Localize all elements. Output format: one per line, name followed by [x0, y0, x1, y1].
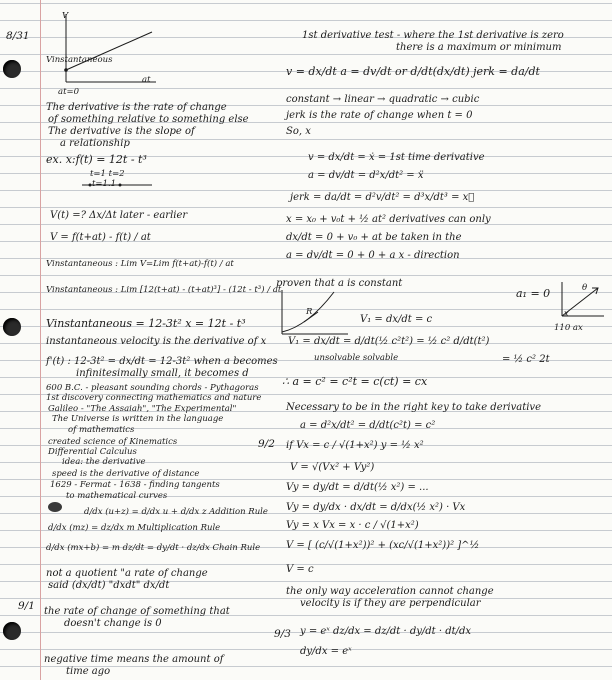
note-line: V = f(t+at) - f(t) / at — [50, 232, 151, 243]
note-line: of mathematics — [68, 425, 135, 435]
note-line: Vinstantaneous = 12-3t² x = 12t - t³ — [46, 317, 246, 330]
note-line: V = c — [286, 564, 314, 575]
note-line: the only way acceleration cannot change — [286, 586, 494, 597]
note-line: a = dv/dt = 0 + 0 + a x - direction — [286, 250, 460, 261]
note-line: t=1 t=2 — [90, 169, 125, 179]
note-line: 600 B.C. - pleasant sounding chords - Pythagoras — [46, 383, 259, 393]
note-line: a = dv/dt = d²x/dt² = ẍ — [308, 170, 424, 181]
number-line — [80, 180, 160, 190]
note-line: Vinstantaneous : Lim [12(t+at) - (t+at)³] - (12t - t³) / at — [46, 285, 282, 295]
note-line: a = d²x/dt² = d/dt(c²t) = c² — [300, 420, 436, 431]
note-line: jerk = da/dt = d²v/dt² = d³x/dt³ = x⃛ — [290, 192, 475, 203]
note-line: t=1.1 — [92, 179, 117, 189]
binder-hole-top — [3, 60, 21, 78]
note-line: negative time means the amount of — [44, 654, 224, 665]
note-line: The derivative is the rate of change — [46, 102, 227, 113]
note-line: Galileo - "The Assaiah", "The Experimental" — [48, 404, 237, 414]
binder-hole-bottom — [3, 622, 21, 640]
note-line: V = [ (c/√(1+x²))² + (xc/√(1+x²))² ]^½ — [286, 540, 480, 551]
binder-hole-middle — [3, 318, 21, 336]
note-line: a relationship — [60, 138, 130, 149]
fig-label-theta: θ — [582, 283, 588, 293]
note-line: Vy = dy/dt = d/dt(½ x²) = ... — [286, 482, 429, 493]
note-line: said (dx/dt) "dxdt" dx/dt — [48, 580, 170, 591]
note-line: of something relative to something else — [48, 114, 249, 125]
note-line: dx/dt = 0 + v₀ + at be taken in the — [286, 232, 462, 243]
note-line: infinitesimally small, it becomes d — [76, 368, 249, 379]
date-9-2: 9/2 — [258, 438, 275, 450]
note-line: v = dx/dt = ẋ = 1st time derivative — [308, 152, 485, 163]
note-line: V₁ = dx/dt = d/dt(½ c²t²) = ½ c² d/dt(t²) — [288, 336, 490, 347]
note-line: proven that a is constant — [276, 278, 403, 289]
date-8-31: 8/31 — [6, 30, 30, 42]
fig-label-x: x — [564, 309, 569, 319]
fig-label-a0: a₁ = 0 — [516, 287, 551, 300]
note-line: Necessary to be in the right key to take derivative — [286, 402, 541, 413]
note-line: ex. x:f(t) = 12t - t³ — [46, 153, 147, 166]
note-line: if Vx = c / √(1+x²) y = ½ x² — [286, 440, 424, 451]
note-line: dy/dx = eˣ — [300, 646, 352, 657]
note-line: Vy = dy/dx · dx/dt = d/dx(½ x²) · Vx — [286, 502, 466, 513]
note-line: idea: the derivative — [62, 457, 146, 467]
note-line: f'(t) : 12-3t² = dx/dt = 12-3t² when a becomes — [46, 356, 278, 367]
note-line: time ago — [66, 666, 111, 677]
note-line: the rate of change of something that — [44, 606, 230, 617]
note-line: jerk is the rate of change when t = 0 — [286, 110, 473, 121]
note-line: there is a maximum or minimum — [396, 42, 562, 53]
note-line: unsolvable solvable — [314, 353, 399, 363]
note-line: d/dx (mx+b) = m dz/dt = dy/dt · dz/dx Chain Rule — [46, 543, 261, 553]
date-9-1: 9/1 — [18, 600, 35, 612]
date-9-3: 9/3 — [274, 628, 291, 640]
note-line: constant → linear → quadratic → cubic — [286, 94, 480, 105]
note-line: So, x — [286, 126, 311, 137]
note-line: created science of Kinematics — [48, 437, 178, 447]
note-line: 1st discovery connecting mathematics and nature — [46, 393, 262, 403]
graph-line-label: Vinstantaneous — [46, 55, 113, 65]
fig-label-r: R — [306, 307, 313, 317]
note-line: = ½ c² 2t — [502, 354, 550, 365]
note-line: Vinstantaneous : Lim V=Lim f(t+at)-f(t) / at — [46, 259, 234, 269]
note-line: Differential Calculus — [48, 447, 137, 457]
note-line: 1629 - Fermat - 1638 - finding tangents — [50, 480, 220, 490]
note-line: V = √(Vx² + Vy²) — [290, 462, 375, 473]
note-line: to mathematical curves — [66, 491, 168, 501]
note-line: y = eˣ dz/dx = dz/dt · dy/dt · dt/dx — [300, 626, 472, 637]
note-line: Vy = x Vx = x · c / √(1+x²) — [286, 520, 419, 531]
graph-x-label: at — [142, 75, 151, 85]
margin-line — [40, 0, 41, 680]
scribble-mark — [46, 500, 64, 514]
note-line: The Universe is written in the language — [52, 414, 224, 424]
note-line: instantaneous velocity is the derivative of x — [46, 336, 267, 347]
graph-origin-label: at=0 — [58, 87, 80, 97]
note-line: The derivative is the slope of — [48, 126, 195, 137]
fig-label-ax: 110 ax — [554, 323, 583, 333]
note-line: ∴ a = c² = c²t = c(ct) = cx — [282, 375, 428, 388]
note-line: velocity is if they are perpendicular — [300, 598, 481, 609]
graph-point — [64, 68, 68, 72]
note-line: d/dx (u+z) = d/dx u + d/dx z Addition Rule — [84, 507, 268, 517]
note-line: x = x₀ + v₀t + ½ at² derivatives can only — [286, 214, 491, 225]
note-line: V(t) =? Δx/Δt later - earlier — [50, 210, 188, 221]
note-line: 1st derivative test - where the 1st derivative is zero — [302, 30, 564, 41]
graph-y-label: V — [62, 11, 69, 21]
note-line: not a quotient "a rate of change — [46, 568, 208, 579]
note-line: doesn't change is 0 — [64, 618, 162, 629]
note-line: v = dx/dt a = dv/dt or d/dt(dx/dt) jerk = da/dt — [286, 65, 540, 78]
note-line: speed is the derivative of distance — [52, 469, 200, 479]
note-line: V₁ = dx/dt = c — [360, 314, 433, 325]
note-line: d/dx (mz) = dz/dx m Multiplication Rule — [48, 523, 221, 533]
